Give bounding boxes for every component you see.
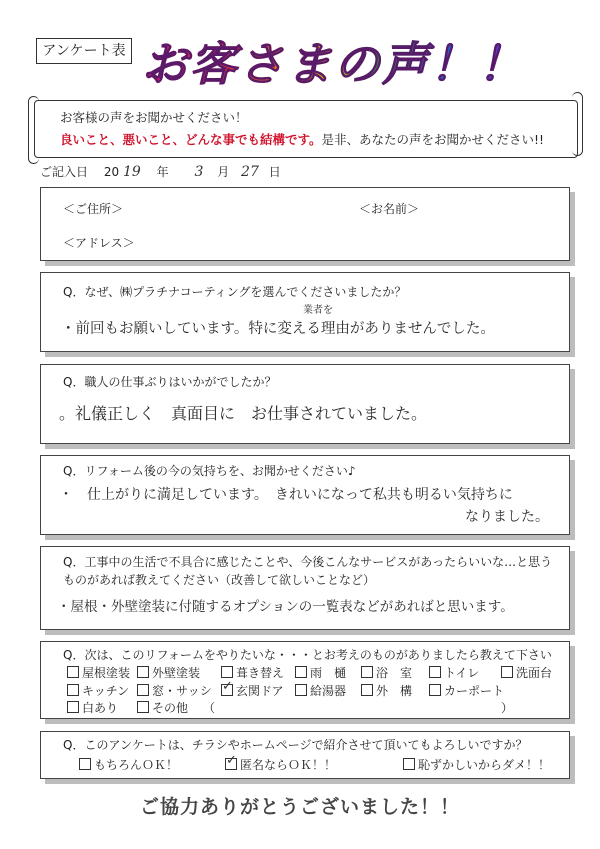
checkbox-icon[interactable] <box>295 666 307 678</box>
option-checkbox[interactable] <box>67 664 130 681</box>
option-checkbox[interactable] <box>295 664 346 681</box>
option-checkbox[interactable] <box>403 756 550 773</box>
day-label: 日 <box>268 165 281 179</box>
checkbox-icon[interactable] <box>429 666 441 678</box>
question-3: Q．リフォーム後の今の気持ちを、お聞かせください♪ <box>63 464 356 478</box>
option-checkbox[interactable] <box>67 699 118 716</box>
checkbox-icon[interactable] <box>67 684 79 696</box>
thanks-message: ご協力ありがとうございました！！ <box>139 796 460 818</box>
checkbox-icon[interactable] <box>137 666 149 678</box>
question-4-line-1: Q．工事中の生活で不具合に感じたことや、今後こんなサービスがあったらいいな…と思う <box>63 555 553 569</box>
checkbox-icon[interactable] <box>67 701 79 713</box>
option-checkbox[interactable] <box>67 682 129 699</box>
option-label: 洗面台 <box>516 666 553 680</box>
date-label: ご記入日 <box>40 165 89 179</box>
option-label: トイレ <box>444 666 480 680</box>
answer-3-line-1: ・ 仕上がりに満足しています。 きれいになって私共も明るい気持ちに <box>59 487 513 503</box>
month-label: 月 <box>217 165 230 179</box>
date-row <box>40 163 281 180</box>
option-label: もちろんＯＫ！ <box>94 758 179 772</box>
answer-1: ・前回もお願いしています。特に変える理由がありませんでした。 <box>61 321 495 337</box>
option-label: 給湯器 <box>310 684 347 698</box>
checkbox-icon[interactable] <box>137 684 149 696</box>
option-label: 外壁塗装 <box>152 666 201 680</box>
checkbox-icon[interactable] <box>361 684 373 696</box>
question-box-3 <box>40 455 570 535</box>
option-checkbox[interactable] <box>429 682 504 699</box>
option-label: 白あり <box>82 701 119 715</box>
name-label: ＜お名前＞ <box>359 202 420 216</box>
checkbox-icon[interactable] <box>67 666 79 678</box>
intro-line-1: お客様の声をお聞かせください！ <box>60 110 248 125</box>
option-checkbox[interactable] <box>225 753 337 773</box>
option-label: 玄関ドア <box>236 684 284 698</box>
checkbox-icon[interactable] <box>295 684 307 696</box>
question-box-1 <box>40 272 570 352</box>
question-1: Q．なぜ、㈱プラチナコーティングを選んでくださいましたか？ <box>63 285 407 299</box>
option-checkbox[interactable] <box>361 664 412 681</box>
year-value: 19 <box>122 164 141 180</box>
checked-box-icon[interactable]: ✓ <box>226 753 237 768</box>
email-label: ＜アドレス＞ <box>63 236 135 250</box>
answer-3-line-2: なりました。 <box>465 509 549 525</box>
year-label: 年 <box>156 165 169 179</box>
option-checkbox[interactable] <box>295 682 346 699</box>
question-box-6 <box>40 731 570 779</box>
survey-tag: アンケート表 <box>36 38 132 64</box>
checkbox-icon[interactable] <box>361 666 373 678</box>
option-label: 葺き替え <box>236 666 285 680</box>
answer-1-annotation: 業者を <box>303 305 333 316</box>
option-label: カーポート <box>444 684 505 698</box>
option-checkbox[interactable] <box>137 682 212 699</box>
option-label: 屋根塗装 <box>82 666 131 680</box>
question-6: Q．このアンケートは、チラシやホームページで紹介させて頂いてもよろしいですか？ <box>63 738 528 752</box>
checkbox-icon[interactable] <box>501 666 513 678</box>
question-2: Q．職人の仕事ぶりはいかがでしたか？ <box>63 375 277 389</box>
option-checkbox[interactable] <box>137 664 200 681</box>
answer-4: ・屋根・外壁塗装に付随するオプションの一覧表などがあればと思います。 <box>57 599 514 615</box>
question-box-5 <box>40 641 570 719</box>
intro-red-text: 良いこと、悪いこと、どんな事でも結構です。 <box>60 132 322 147</box>
other-paren-open: （ <box>203 701 216 715</box>
checkbox-icon[interactable] <box>79 758 91 770</box>
customer-info-box <box>40 187 570 261</box>
option-checkbox[interactable] <box>79 756 178 773</box>
question-box-4 <box>40 546 570 630</box>
intro-rest-text: 是非、あなたの声をお聞かせください!! <box>321 132 545 147</box>
option-checkbox[interactable] <box>501 664 552 681</box>
option-label: 雨 樋 <box>310 666 347 680</box>
answer-2: 。礼儀正しく 真面目に お仕事されていました。 <box>59 404 428 423</box>
option-checkbox[interactable] <box>361 682 412 699</box>
month-value: 3 <box>194 164 204 180</box>
option-label: キッチン <box>82 684 130 698</box>
option-checkbox[interactable] <box>429 664 479 681</box>
option-label: 恥ずかしいからダメ！！ <box>418 758 551 772</box>
page-title: お客さまの声！！ <box>142 34 526 94</box>
checked-box-icon[interactable]: ✓ <box>222 679 233 694</box>
question-box-2 <box>40 364 570 444</box>
checkbox-icon[interactable] <box>221 666 233 678</box>
day-value: 27 <box>241 164 259 180</box>
option-checkbox[interactable] <box>221 679 284 699</box>
address-label: ＜ご住所＞ <box>63 202 124 216</box>
option-label: 匿名ならＯＫ！！ <box>240 758 337 772</box>
checkbox-icon[interactable] <box>429 684 441 696</box>
intro-line-2 <box>60 130 544 148</box>
option-checkbox[interactable] <box>137 699 188 716</box>
option-label: 窓・サッシ <box>152 684 212 698</box>
checkbox-icon[interactable] <box>137 701 149 713</box>
checkbox-icon[interactable] <box>403 758 415 770</box>
option-label: 外 構 <box>376 684 413 698</box>
year-prefix: 20 <box>103 165 120 179</box>
question-5: Q．次は、このリフォームをやりたいな・・・とお考えのものがありましたら教えて下さい <box>63 648 552 662</box>
option-label: 浴 室 <box>376 666 413 680</box>
option-label: その他 <box>152 701 189 715</box>
question-4-line-2: ものがあれば教えてください（改善して欲しいことなど） <box>63 573 376 587</box>
other-paren-close: ） <box>501 701 514 715</box>
